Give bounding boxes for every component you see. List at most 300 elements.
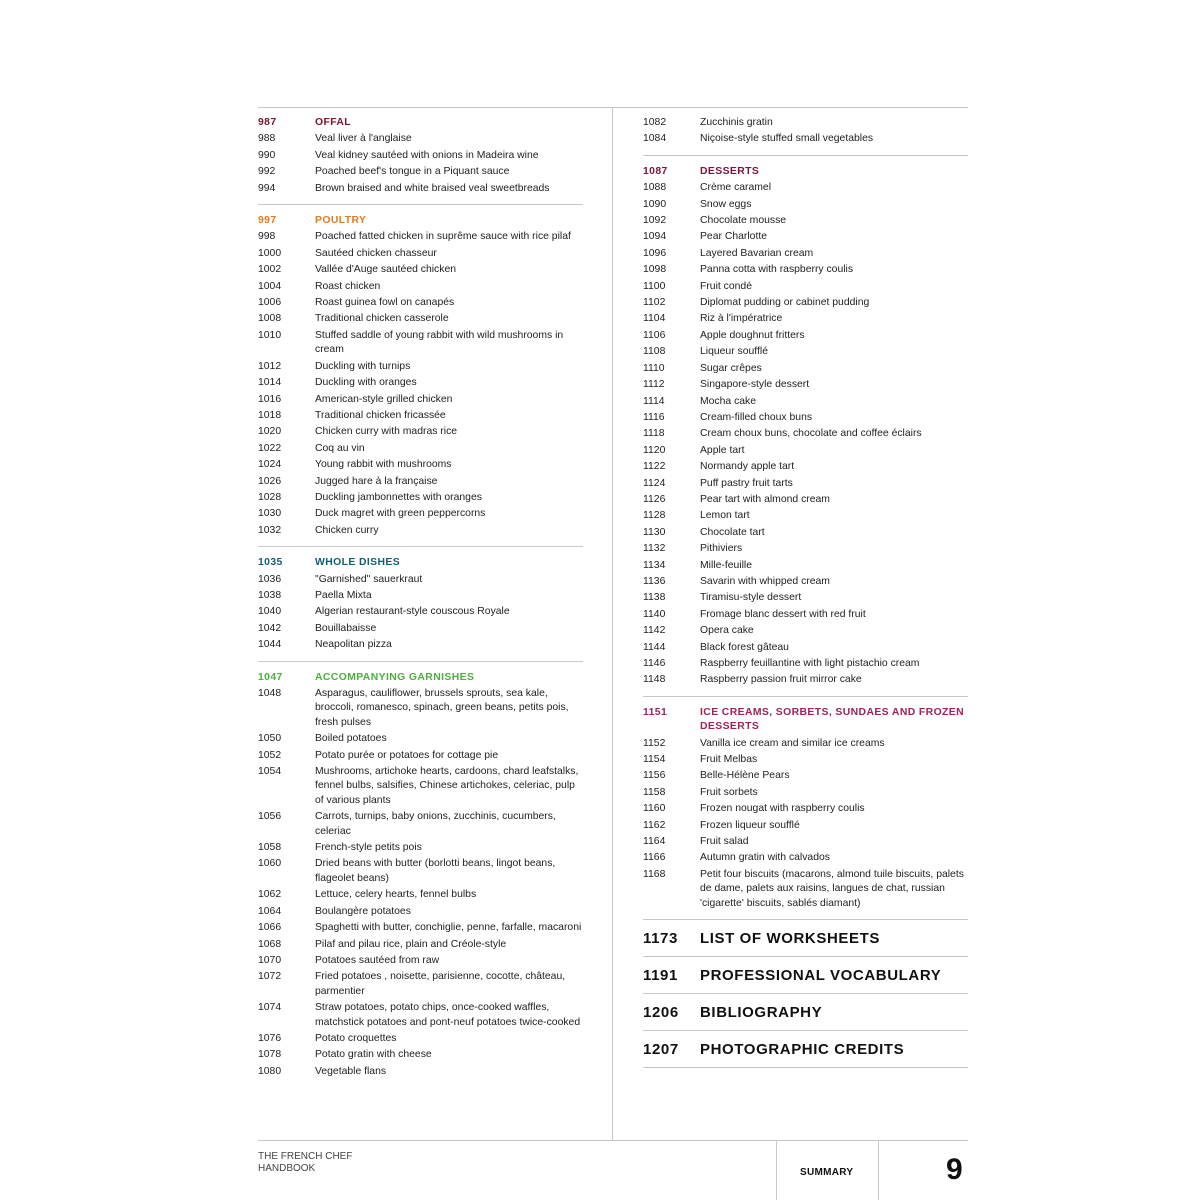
entry-page-number: 1026 [258,475,282,487]
entry-title: Fruit salad [700,836,749,848]
entry-page-number: 1076 [258,1032,282,1044]
entry-title: Veal liver à l'anglaise [315,133,412,145]
toc-entry [643,181,968,195]
entry-page-number: 1144 [643,641,666,653]
entry-title: Poached beef's tongue in a Piquant sauce [315,166,510,178]
toc-entry [258,182,583,196]
toc-entry [258,409,583,423]
toc-entry [643,591,968,605]
toc-entry [258,425,583,439]
section-page-number: 1047 [258,671,283,683]
toc-entry [258,247,583,261]
toc-section-garnishes [258,662,583,1088]
entry-title: Frozen liqueur soufflé [700,819,800,831]
entry-title: Crème caramel [700,182,772,194]
entry-title: Coq au vin [315,442,365,454]
entry-page-number: 1136 [643,575,666,587]
entry-page-number: 1070 [258,954,282,966]
entry-page-number: 1148 [643,674,666,686]
section-heading [258,116,583,130]
entry-page-number: 1000 [258,247,282,259]
toc-entry [643,819,968,833]
entry-title: Boulangère potatoes [315,905,411,917]
entry-title: Fromage blanc dessert with red fruit [700,608,866,620]
toc-entry [258,442,583,456]
entry-page-number: 1138 [643,592,666,604]
entry-page-number: 1132 [643,543,666,555]
entry-page-number: 1166 [643,852,666,864]
entry-title: Jugged hare à la française [315,475,438,487]
entry-title: Bouillabaisse [315,622,377,634]
entry-title: Cream-filled choux buns [700,411,813,423]
entry-title: Neapolitan pizza [315,639,392,651]
toc-entry [258,1048,583,1062]
entry-page-number: 1068 [258,938,282,950]
toc-entry [258,749,583,763]
entry-title: Opera cake [700,625,754,637]
entry-page-number: 1090 [643,198,667,210]
toc-entry [258,921,583,935]
toc-entry [643,575,968,589]
entry-page-number: 1156 [643,770,666,782]
toc-entry [258,149,583,163]
toc-section-desserts [643,156,968,697]
toc-section-ice-creams [643,697,968,920]
entry-title: Mille-feuille [700,559,752,571]
entry-page-number: 1066 [258,922,282,934]
toc-entry [258,280,583,294]
entry-page-number: 1042 [258,622,282,634]
toc-section-poultry [258,205,583,547]
entry-page-number: 1028 [258,491,282,503]
entry-page-number: 1032 [258,524,282,536]
entry-title: Vallée d'Auge sautéed chicken [315,264,457,276]
toc-entry [643,657,968,671]
entry-title: Poached fatted chicken in suprême sauce with rice pilaf [315,231,571,243]
entry-title: Fruit Melbas [700,754,758,766]
toc-entry [643,737,968,751]
major-entry-title: LIST OF WORKSHEETS [700,929,880,947]
entry-title: Roast chicken [315,280,381,292]
toc-entry [258,954,583,968]
section-title: WHOLE DISHES [315,557,401,569]
toc-entry [643,411,968,425]
entry-title: Mocha cake [700,395,757,407]
entry-page-number: 1014 [258,377,282,389]
major-entries [643,920,968,1068]
entry-page-number: 1168 [643,868,666,880]
entry-page-number: 1124 [643,477,666,489]
section-heading [258,671,583,685]
toc-entry [643,542,968,556]
book-title: THE FRENCH CHEF HANDBOOK [258,1151,353,1174]
major-entry-page-number: 1207 [643,1040,679,1058]
entry-title: Duckling with turnips [315,360,411,372]
entry-page-number: 1162 [643,819,666,831]
entry-title: Duckling jambonnettes with oranges [315,491,482,503]
entry-page-number: 1108 [643,346,666,358]
entry-title: Brown braised and white braised veal sweetbreads [315,182,550,194]
entry-page-number: 1142 [643,625,666,637]
entry-title: Snow eggs [700,198,752,210]
toc-entry [258,296,583,310]
toc-entry [258,732,583,746]
major-entry-title: PROFESSIONAL VOCABULARY [700,966,942,984]
major-entry [643,1031,968,1068]
section-title: ACCOMPANYING GARNISHES [315,671,475,683]
entry-page-number: 1044 [258,639,282,651]
entry-title: Chocolate mousse [700,215,787,227]
toc-section [643,107,968,156]
entry-page-number: 990 [258,149,276,161]
entry-page-number: 998 [258,231,276,243]
entry-page-number: 1110 [643,362,665,374]
entry-title: Traditional chicken fricassée [315,409,446,421]
entry-title: Duckling with oranges [315,377,417,389]
major-entry-title: BIBLIOGRAPHY [700,1003,823,1021]
toc-entry [643,835,968,849]
entry-title: Black forest gâteau [700,641,789,653]
entry-page-number: 1004 [258,280,282,292]
section-heading [643,706,968,735]
section-page-number: 1087 [643,165,668,177]
entry-page-number: 1106 [643,329,666,341]
entry-page-number: 988 [258,133,276,145]
entry-page-number: 1140 [643,608,666,620]
entry-title: Riz à l'impératrice [700,313,783,325]
entry-page-number: 1092 [643,215,667,227]
entry-title: Stuffed saddle of young rabbit with wild mushrooms in cream [315,329,564,356]
toc-entry [258,491,583,505]
toc-entry [643,362,968,376]
entry-title: Roast guinea fowl on canapés [315,297,455,309]
entry-page-number: 1048 [258,688,282,699]
entry-page-number: 1060 [258,858,282,870]
entry-page-number: 1104 [643,313,666,325]
entry-title: Apple doughnut fritters [700,329,805,341]
toc-entry [643,345,968,359]
entry-page-number: 1082 [643,117,667,128]
entry-title: Chocolate tart [700,526,765,538]
entry-page-number: 1158 [643,786,666,798]
entry-page-number: 1020 [258,426,282,438]
toc-entry [643,786,968,800]
entry-page-number: 1088 [643,182,667,194]
entry-page-number: 1114 [643,395,665,407]
section-heading [258,214,583,228]
toc-entry [258,1001,583,1030]
toc-entry [258,841,583,855]
toc-entry [258,938,583,952]
toc-entry [258,970,583,999]
entry-page-number: 1134 [643,559,666,571]
entry-title: Traditional chicken casserole [315,313,449,325]
entry-page-number: 1100 [643,280,666,292]
footer-divider [776,1140,777,1200]
toc-entry [258,458,583,472]
entry-title: Petit four biscuits (macarons, almond tuile biscuits, palets de dame, palets aux raisins, langues de chat, russian 'cigarette' biscuits, sablés diamant) [700,868,964,909]
entry-title: Cream choux buns, chocolate and coffee éclairs [700,428,922,440]
toc-entry [643,868,968,911]
entry-page-number: 1160 [643,803,666,815]
entry-page-number: 1084 [643,133,667,145]
toc-entry [258,165,583,179]
major-entry [643,994,968,1031]
toc-entry [258,376,583,390]
section-page-number: 1035 [258,557,283,569]
entry-title: Potatoes sautéed from raw [315,954,440,966]
entry-title: Sugar crêpes [700,362,762,374]
section-heading [643,165,968,179]
right-sections [643,107,968,920]
section-page-number: 997 [258,215,277,227]
page-number: 9 [946,1153,963,1186]
entry-title: Fruit condé [700,280,752,292]
entry-title: "Garnished" sauerkraut [315,573,423,585]
toc-entry [643,378,968,392]
entry-title: Chicken curry with madras rice [315,426,458,438]
toc-entry [258,312,583,326]
entry-page-number: 1078 [258,1049,282,1061]
section-heading [258,556,583,570]
entry-page-number: 1018 [258,409,282,421]
footer-divider [878,1140,879,1200]
toc-entry [643,526,968,540]
toc-entry [643,132,968,146]
entry-title: American-style grilled chicken [315,393,453,405]
entry-page-number: 1126 [643,493,666,505]
toc-entry [258,230,583,244]
entry-page-number: 1052 [258,749,282,761]
entry-page-number: 1040 [258,606,282,618]
entry-title: Dried beans with butter (borlotti beans, lingot beans, flageolet beans) [315,858,556,884]
toc-section-offal [258,107,583,205]
toc-entry [258,475,583,489]
major-entry-page-number: 1206 [643,1003,679,1021]
entry-page-number: 1030 [258,508,282,520]
toc-entry [258,524,583,538]
entry-title: Pear tart with almond cream [700,493,830,505]
entry-title: Normandy apple tart [700,461,795,473]
entry-title: Apple tart [700,444,745,456]
entry-page-number: 1058 [258,842,282,854]
entry-title: Potato gratin with cheese [315,1049,432,1061]
entry-title: Mushrooms, artichoke hearts, cardoons, chard leafstalks, fennel bulbs, salsifies, Chinese artichokes, celeriac, pulp of various plants [315,766,579,806]
entry-page-number: 994 [258,182,276,194]
toc-entry [643,296,968,310]
toc-entry [643,460,968,474]
entry-page-number: 1050 [258,733,282,745]
entry-title: Paella Mixta [315,589,372,601]
toc-entry [258,1065,583,1079]
entry-page-number: 1072 [258,971,282,983]
entry-title: Singapore-style dessert [700,379,810,391]
toc-entry [258,687,583,730]
major-entry-page-number: 1191 [643,966,678,984]
entry-page-number: 1062 [258,889,282,901]
entry-page-number: 1120 [643,444,666,456]
entry-page-number: 1024 [258,459,282,471]
toc-entry [643,851,968,865]
entry-title: Young rabbit with mushrooms [315,459,452,471]
entry-page-number: 1038 [258,589,282,601]
major-entry [643,920,968,957]
entry-title: Pear Charlotte [700,231,767,243]
toc-entry [643,493,968,507]
entry-page-number: 1010 [258,329,282,341]
entry-title: Vegetable flans [315,1065,387,1077]
entry-title: Puff pastry fruit tarts [700,477,793,489]
section-page-number: 1151 [643,706,668,718]
toc-entry [643,280,968,294]
entry-title: Belle-Hélène Pears [700,770,790,782]
toc-entry [643,477,968,491]
entry-title: Raspberry passion fruit mirror cake [700,674,862,686]
entry-page-number: 992 [258,166,276,178]
entry-page-number: 1152 [643,737,666,749]
toc-entry [643,753,968,767]
toc-entry [643,769,968,783]
toc-entry [643,312,968,326]
entry-title: Vanilla ice cream and similar ice creams [700,737,885,749]
entry-title: Layered Bavarian cream [700,247,814,259]
toc-entry [258,360,583,374]
toc-entry [258,132,583,146]
entry-title: Panna cotta with raspberry coulis [700,264,854,276]
toc-entry [643,329,968,343]
entry-title: Duck magret with green peppercorns [315,508,486,520]
entry-page-number: 1118 [643,428,665,440]
toc-entry [258,905,583,919]
entry-title: Savarin with whipped cream [700,575,830,587]
toc-entry [258,393,583,407]
entry-title: Veal kidney sautéed with onions in Madeira wine [315,149,539,161]
entry-title: Algerian restaurant-style couscous Royale [315,606,510,618]
section-title: ICE CREAMS, SORBETS, SUNDAES AND FROZEN DESSERTS [700,706,965,733]
toc-entry [258,1032,583,1046]
entry-title: Zucchinis gratin [700,117,773,128]
entry-title: Fruit sorbets [700,786,758,798]
toc-entry [258,857,583,886]
entry-title: Liqueur soufflé [700,346,768,358]
entry-page-number: 1002 [258,264,282,276]
entry-page-number: 1006 [258,297,282,309]
entry-title: Potato croquettes [315,1032,397,1044]
toc-entry [643,559,968,573]
entry-title: Niçoise-style stuffed small vegetables [700,133,874,145]
toc-entry [643,198,968,212]
entry-page-number: 1098 [643,264,667,276]
entry-page-number: 1102 [643,297,666,309]
major-entry-page-number: 1173 [643,929,678,947]
entry-page-number: 1122 [643,461,666,473]
entry-title: Potato purée or potatoes for cottage pie [315,749,499,761]
entry-title: Lettuce, celery hearts, fennel bulbs [315,889,477,901]
toc-entry [643,509,968,523]
entry-page-number: 1080 [258,1065,282,1077]
toc-entry [643,214,968,228]
entry-title: Chicken curry [315,524,379,536]
toc-entry [258,888,583,902]
toc-entry [643,230,968,244]
right-column [643,107,968,1068]
toc-entry [643,673,968,687]
entry-page-number: 1164 [643,836,666,848]
entry-title: Raspberry feuillantine with light pistachio cream [700,658,920,669]
toc-entry [643,247,968,261]
entry-title: Carrots, turnips, baby onions, zucchinis, cucumbers, celeriac [315,811,556,837]
toc-entry [258,638,583,652]
entry-title: Lemon tart [700,510,750,522]
toc-entry [643,641,968,655]
toc-entry [258,507,583,521]
section-title: OFFAL [315,117,352,128]
entry-title: Spaghetti with butter, conchiglie, penne, farfalle, macaroni [315,922,582,934]
entry-page-number: 1096 [643,247,667,259]
entry-page-number: 1116 [643,411,665,423]
section-page-number: 987 [258,117,277,128]
entry-page-number: 1130 [643,526,666,538]
toc-entry [258,765,583,808]
entry-title: Fried potatoes , noisette, parisienne, cocotte, château, parmentier [315,971,566,997]
toc-entry [258,573,583,587]
entry-page-number: 1128 [643,510,666,522]
entry-page-number: 1154 [643,754,666,766]
entry-title: Pilaf and pilau rice, plain and Créole-style [315,938,507,950]
toc-entry [643,802,968,816]
toc-entry [643,116,968,130]
entry-title: Straw potatoes, potato chips, once-cooked waffles, matchstick potatoes and pont-neuf potatoes twice-cooked [315,1002,581,1028]
entry-page-number: 1022 [258,442,282,454]
entry-title: Autumn gratin with calvados [700,852,830,864]
entry-page-number: 1016 [258,393,282,405]
toc-entry [258,622,583,636]
toc-section-whole-dishes [258,547,583,661]
entry-title: Tiramisu-style dessert [700,592,802,604]
toc-entry [643,263,968,277]
toc-entry [643,427,968,441]
entry-page-number: 1054 [258,766,282,778]
major-entry [643,957,968,994]
entry-page-number: 1074 [258,1002,282,1014]
major-entry-title: PHOTOGRAPHIC CREDITS [700,1040,905,1058]
section-title: POULTRY [315,215,367,227]
toc-entry [643,395,968,409]
toc-entry [258,810,583,839]
footer-rule [258,1140,968,1141]
entry-title: Pithiviers [700,543,743,555]
toc-entry [643,444,968,458]
entry-page-number: 1064 [258,905,282,917]
entry-title: Sautéed chicken chasseur [315,247,437,259]
toc-entry [643,608,968,622]
entry-page-number: 1056 [258,811,282,823]
entry-page-number: 1094 [643,231,667,243]
entry-page-number: 1012 [258,360,282,372]
column-divider [612,107,613,1140]
entry-page-number: 1008 [258,313,282,325]
toc-entry [258,605,583,619]
left-column [258,107,583,1087]
entry-title: Frozen nougat with raspberry coulis [700,803,865,815]
entry-page-number: 1036 [258,573,282,585]
section-label: SUMMARY [800,1167,854,1178]
section-title: DESSERTS [700,165,760,177]
toc-entry [258,263,583,277]
entry-page-number: 1146 [643,658,666,669]
entry-title: French-style petits pois [315,842,422,854]
entry-title: Asparagus, cauliflower, brussels sprouts, sea kale, broccoli, romanesco, spinach, green beans, petits pois, fresh pulses [315,688,569,728]
